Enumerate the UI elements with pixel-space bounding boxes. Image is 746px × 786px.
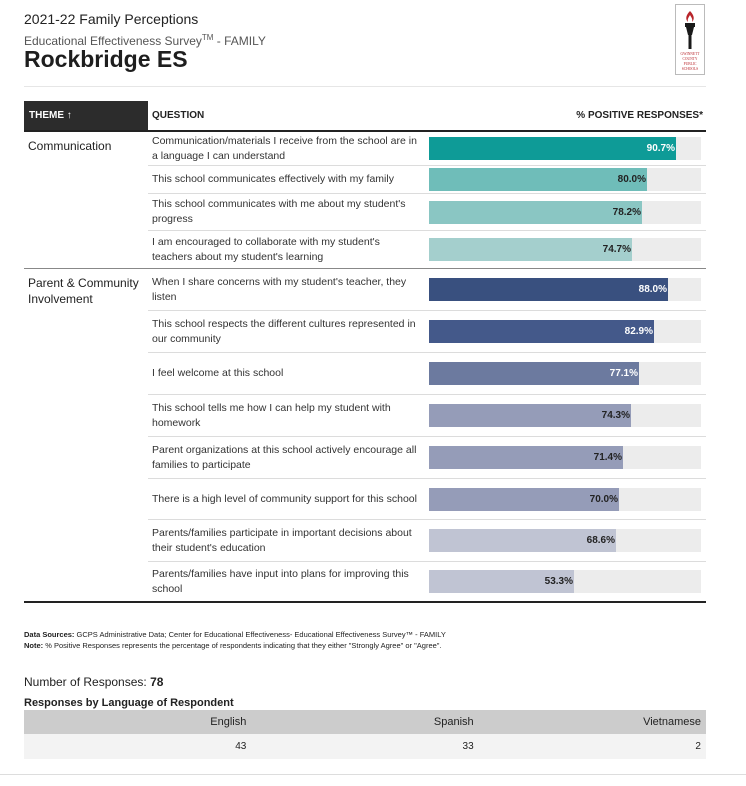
table-row xyxy=(148,194,706,231)
table-bottom-rule xyxy=(24,601,706,603)
percent-label: 88.0% xyxy=(638,284,667,295)
language-table-title: Responses by Language of Respondent xyxy=(24,697,234,709)
table-row xyxy=(148,437,706,479)
percent-label: 90.7% xyxy=(646,143,675,154)
table-row xyxy=(148,562,706,601)
question-text: Parent organizations at this school actively encourage all families to participate xyxy=(152,443,417,471)
language-header-english[interactable]: English xyxy=(210,716,247,728)
table-row xyxy=(148,231,706,268)
theme-group xyxy=(24,132,706,268)
table-row xyxy=(148,166,706,194)
percent-bar-track xyxy=(429,278,701,301)
language-table-header xyxy=(24,710,706,734)
question-text: There is a high level of community support for this school xyxy=(152,492,417,505)
question-text: This school communicates with me about my student's progress xyxy=(152,198,406,225)
percent-label: 68.6% xyxy=(586,535,615,546)
subtitle-main: Educational Effectiveness Survey xyxy=(24,34,202,48)
responses-label: Number of Responses: xyxy=(24,675,151,689)
percent-bar-track xyxy=(429,529,701,552)
percent-bar-track xyxy=(429,362,701,385)
table-row xyxy=(148,353,706,395)
logo-text-3: PUBLIC xyxy=(683,62,697,66)
percent-label: 82.9% xyxy=(624,326,653,337)
table-row xyxy=(148,479,706,520)
question-text: This school tells me how I can help my student with homework xyxy=(152,401,391,429)
language-count-english: 43 xyxy=(235,741,247,752)
percent-label: 70.0% xyxy=(589,493,618,505)
percent-bar-track xyxy=(429,201,701,224)
percent-bar-track xyxy=(429,137,701,160)
language-table xyxy=(24,710,706,759)
table-body xyxy=(24,132,706,601)
table-row xyxy=(148,132,706,166)
question-text: Communication/materials I receive from the school are in a language I can understand xyxy=(152,134,417,162)
theme-group xyxy=(24,268,706,601)
theme-label: Parent & Community Involvement xyxy=(28,276,139,306)
report-title: 2021-22 Family Perceptions xyxy=(24,11,199,27)
report-header xyxy=(24,10,704,72)
language-header-vietnamese[interactable]: Vietnamese xyxy=(643,716,701,728)
percent-label: 80.0% xyxy=(617,174,646,185)
question-text: Parents/families have input into plans for improving this school xyxy=(152,567,409,595)
page-bottom-divider xyxy=(0,774,746,775)
percent-bar-track xyxy=(429,168,701,191)
table-row xyxy=(148,269,706,311)
percent-bar-track xyxy=(429,238,701,261)
subtitle-suffix: - FAMILY xyxy=(213,34,266,48)
percent-label: 71.4% xyxy=(593,452,622,463)
language-count-spanish: 33 xyxy=(462,741,474,752)
language-header-spanish[interactable]: Spanish xyxy=(433,716,474,728)
percent-label: 74.7% xyxy=(602,244,631,255)
table-row xyxy=(148,395,706,437)
percent-bar-track xyxy=(429,446,701,469)
report-subtitle xyxy=(24,30,704,48)
survey-results-table xyxy=(24,101,706,601)
question-text: This school communicates effectively with my family xyxy=(152,173,394,185)
language-table-row xyxy=(24,734,706,759)
percent-bar-track xyxy=(429,320,701,343)
percent-bar-track xyxy=(429,488,701,511)
percent-label: 78.2% xyxy=(612,206,641,218)
table-row xyxy=(148,311,706,353)
trademark-mark: TM xyxy=(201,33,214,42)
logo-text-2: COUNTY xyxy=(682,57,698,61)
question-text: I am encouraged to collaborate with my student's teachers about my student's learning xyxy=(152,235,380,263)
header-divider xyxy=(24,86,706,87)
question-text: This school respects the different cultures represented in our community xyxy=(152,317,416,345)
logo-text-4: SCHOOLS xyxy=(681,67,699,71)
sources-label: Data Sources: xyxy=(24,630,75,639)
positive-responses-column-header[interactable]: % POSITIVE RESPONSES* xyxy=(576,110,703,121)
torch-icon xyxy=(685,11,695,49)
note-label: Note: xyxy=(24,641,44,650)
question-text: Parents/families participate in important decisions about their student's education xyxy=(152,526,412,554)
gcps-logo xyxy=(675,4,705,75)
data-sources-note xyxy=(24,629,714,651)
school-name: Rockbridge ES xyxy=(24,46,188,72)
question-text: When I share concerns with my student's teacher, they listen xyxy=(152,275,407,303)
percent-bar-track xyxy=(429,404,701,427)
table-header xyxy=(24,101,706,132)
question-column-header[interactable]: QUESTION xyxy=(152,110,205,121)
note-text: % Positive Responses represents the percentage of respondents indicating that they either "Strongly Agree" or "Agree". xyxy=(43,641,442,650)
responses-count: 78 xyxy=(150,675,164,689)
number-of-responses xyxy=(24,675,163,689)
table-row xyxy=(148,520,706,562)
question-text: I feel welcome at this school xyxy=(152,367,284,379)
percent-label: 77.1% xyxy=(609,368,638,379)
theme-column-header[interactable]: THEME ↑ xyxy=(24,101,148,130)
percent-bar-track xyxy=(429,570,701,593)
logo-text-1: GWINNETT xyxy=(680,52,700,56)
percent-label: 74.3% xyxy=(601,410,630,421)
percent-label: 53.3% xyxy=(544,576,573,587)
theme-label: Communication xyxy=(28,139,112,153)
sources-text: GCPS Administrative Data; Center for Educational Effectiveness- Educational Effectiveness Survey™ - FAMILY xyxy=(74,630,446,639)
language-count-vietnamese: 2 xyxy=(695,741,701,752)
